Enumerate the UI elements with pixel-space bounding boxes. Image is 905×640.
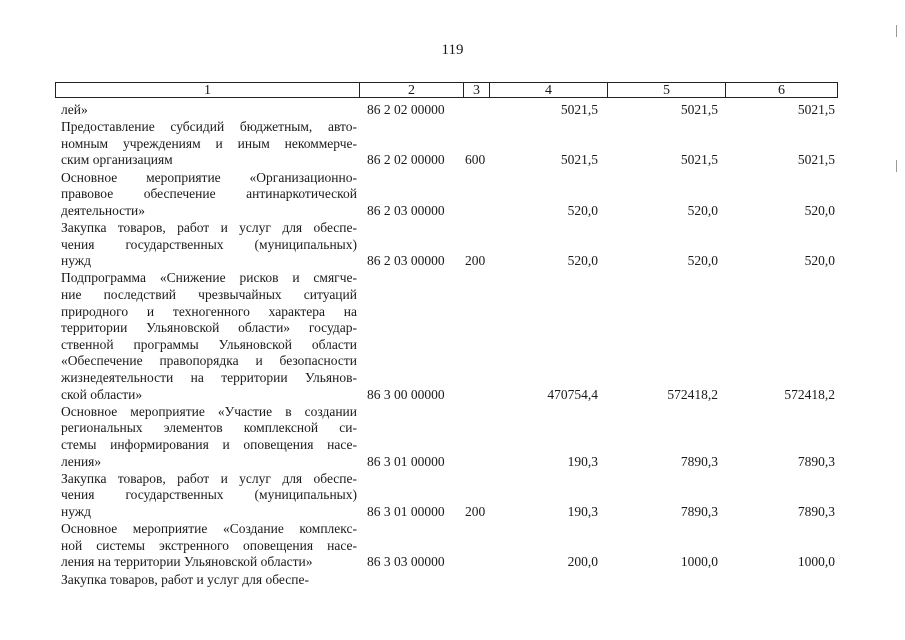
description-line: деятельности» (61, 202, 146, 218)
row-value-2025: 7890,3 (797, 453, 835, 469)
row-value-2024: 1000,0 (680, 554, 718, 570)
description-line: ной системы экстренного оповещения насе- (61, 537, 357, 553)
description-line: нужд (61, 503, 91, 519)
description-line: жизнедеятельности на территории Ульянов- (61, 369, 357, 385)
description-line: чения государственных (муниципальных) (61, 487, 357, 503)
row-value-2025: 1000,0 (797, 554, 835, 570)
description-line: природного и техногенного характера на (61, 303, 357, 319)
row-value-2023: 200,0 (567, 554, 598, 570)
row-code: 86 3 01 00000 (367, 453, 445, 469)
description-line: стемы информирования и оповещения насе- (61, 436, 357, 452)
row-value-2023: 520,0 (567, 202, 598, 218)
row-description (61, 102, 357, 119)
row-value-2023: 470754,4 (547, 386, 598, 402)
description-line: ской области» (61, 386, 143, 402)
row-value-2024: 5021,5 (680, 102, 718, 117)
description-line: номным учреждениям и иным некоммерче- (61, 135, 357, 151)
row-description (61, 471, 357, 521)
description-line: Закупка товаров, работ и услуг для обеспе- (61, 571, 309, 587)
table-row (0, 119, 905, 169)
description-line: чения государственных (муниципальных) (61, 236, 357, 252)
description-line: ления на территории Ульяновской области» (61, 554, 313, 570)
row-value-2023: 190,3 (567, 453, 598, 469)
row-code: 86 2 03 00000 (367, 253, 445, 269)
row-code: 86 3 00 00000 (367, 386, 445, 402)
header-col-6: 6 (725, 83, 837, 97)
row-code: 86 2 03 00000 (367, 202, 445, 218)
table-row (0, 572, 905, 589)
description-line: Подпрограмма «Снижение рисков и смягче- (61, 270, 357, 286)
row-value-2023: 5021,5 (560, 102, 598, 117)
description-line: Закупка товаров, работ и услуг для обеспе- (61, 220, 357, 235)
description-line: нужд (61, 253, 91, 269)
row-value-2025: 572418,2 (784, 386, 835, 402)
table-row (0, 471, 905, 521)
table-row (0, 404, 905, 470)
row-value-2024: 520,0 (687, 253, 718, 269)
page-number: 119 (441, 42, 464, 58)
description-line: ским организациям (61, 152, 173, 168)
row-value-2024: 572418,2 (667, 386, 718, 402)
table-header (55, 82, 838, 98)
row-value-2024: 7890,3 (680, 453, 718, 469)
row-value-2024: 5021,5 (680, 152, 718, 168)
row-code: 86 2 02 00000 (367, 102, 445, 117)
description-line: ления» (61, 453, 102, 469)
description-line: территории Ульяновской области» государ- (61, 320, 357, 336)
row-value-2024: 7890,3 (680, 503, 718, 519)
row-value-2023: 520,0 (567, 253, 598, 269)
description-line: Основное мероприятие «Организационно- (61, 169, 357, 185)
description-line: Предоставление субсидий бюджетным, авто- (61, 119, 357, 135)
row-value-2025: 520,0 (804, 253, 835, 269)
description-line: «Обеспечение правопорядка и безопасности (61, 353, 357, 369)
row-description (61, 220, 357, 270)
row-code: 86 2 02 00000 (367, 152, 445, 168)
row-expense-type: 600 (465, 152, 486, 168)
row-description (61, 521, 357, 571)
header-col-3: 3 (463, 83, 489, 97)
row-value-2025: 520,0 (804, 202, 835, 218)
row-value-2023: 190,3 (567, 503, 598, 519)
description-line: правовое обеспечение антинаркотической (61, 186, 357, 202)
table-row (0, 220, 905, 270)
header-col-4: 4 (489, 83, 607, 97)
row-value-2024: 520,0 (687, 202, 718, 218)
row-expense-type: 200 (465, 503, 486, 519)
row-description (61, 404, 357, 470)
table-row (0, 270, 905, 403)
row-value-2023: 5021,5 (560, 152, 598, 168)
row-value-2025: 5021,5 (797, 102, 835, 117)
margin-mark (896, 160, 897, 172)
margin-mark (896, 25, 897, 37)
row-value-2025: 5021,5 (797, 152, 835, 168)
row-description (61, 119, 357, 169)
row-expense-type: 200 (465, 253, 486, 269)
description-line: Основное мероприятие «Участие в создании (61, 403, 357, 419)
row-description (61, 572, 357, 589)
table-row (0, 102, 905, 119)
row-description (61, 270, 357, 403)
header-col-1: 1 (204, 83, 211, 98)
description-line: региональных элементов комплексной си- (61, 420, 357, 436)
row-code: 86 3 03 00000 (367, 554, 445, 570)
description-line: Основное мероприятие «Создание комплекс- (61, 521, 357, 537)
description-line: ственной программы Ульяновской области (61, 336, 357, 352)
table-row (0, 521, 905, 571)
row-value-2025: 7890,3 (797, 503, 835, 519)
table-row (0, 170, 905, 220)
description-line: ние последствий чрезвычайных ситуаций (61, 286, 357, 302)
description-line: лей» (61, 102, 88, 117)
row-description (61, 170, 357, 220)
header-col-5: 5 (607, 83, 725, 97)
header-col-2: 2 (359, 83, 463, 97)
description-line: Закупка товаров, работ и услуг для обеспе- (61, 470, 357, 486)
row-code: 86 3 01 00000 (367, 503, 445, 519)
